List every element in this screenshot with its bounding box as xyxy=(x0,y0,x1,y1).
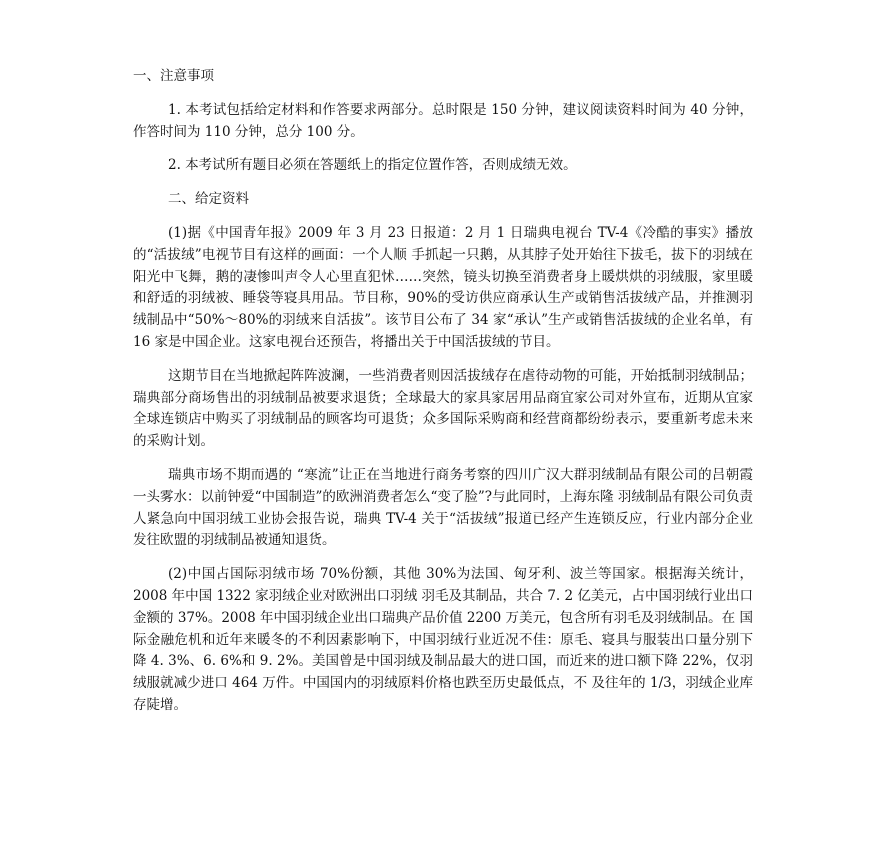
section-heading-notes: 一、注意事项 xyxy=(133,68,214,84)
document-body xyxy=(133,66,753,717)
section-heading-materials: 二、给定资料 xyxy=(168,191,249,208)
material-paragraph: 这期节目在当地掀起阵阵波澜，一些消费者则因活拔绒存在虐待动物的可能，开始抵制羽绒制品；瑞典部分商场售出的羽绒制品被要求退货；全球最大的家具家居用品商宜家公司对外宣布，近期从宜家全球连锁店中购买了羽绒制品的顾客均可退货；众多国际采购商和经营商都纷纷表示，要重新考虑未来的采购计划。 xyxy=(133,367,753,450)
material-paragraph: (2)中国占国际羽绒市场 70%份额，其他 30%为法国、匈牙利、波兰等国家。根据海关统计，2008 年中国 1322 家羽绒企业对欧洲出口羽绒 羽毛及其制品，共合 7. 2 亿美元，占中国羽绒行业出口金额的 37%。2008 年中国羽绒企业出口瑞典产品价值 2200 万美元，包含所有羽毛及羽绒制品。在 国际金融危机和近年来暖冬的不利因素影响下，中国羽绒行业近况不佳：原毛、寝具与服装出口量分别下降 4. 3%、6. 6%和 9. 2%。美国曾是中国羽绒及制品最大的进口国，而近来的进口额下降 22%，仅羽绒服就减少进口 464 万件。中国国内的羽绒原料价格也跌至历史最低点，不 及往年的 1/3，羽绒企业库存陡增。 xyxy=(133,566,753,713)
note-item-1: 1. 本考试包括给定材料和作答要求两部分。总时限是 150 分钟，建议阅读资料时间为 40 分钟，作答时间为 110 分钟，总分 100 分。 xyxy=(133,101,753,140)
material-paragraph: 瑞典市场不期而遇的 “寒流”让正在当地进行商务考察的四川广汉大群羽绒制品有限公司的吕朝霞一头雾水：以前钟爱“中国制造”的欧洲消费者怎么“变了脸”?与此同时，上海东隆 羽绒制品有限公司负责人紧急向中国羽绒工业协会报告说，瑞典 TV-4 关于“活拔绒”报道已经产生连锁反应，行业内部分企业发往欧盟的羽绒制品被通知退货。 xyxy=(133,466,753,549)
note-item-2: 2. 本考试所有题目必须在答题纸上的指定位置作答，否则成绩无效。 xyxy=(168,157,577,174)
material-paragraph: (1)据《中国青年报》2009 年 3 月 23 日报道：2 月 1 日瑞典电视台 TV-4《冷酷的事实》播放的“活拔绒”电视节目有这样的画面：一个人顺 手抓起一只鹅，从其脖子处开始往下拔毛，拔下的羽绒在阳光中飞舞，鹅的凄惨叫声令人心里直犯怵……突然，镜头切换至消费者身上暖烘烘的羽绒服，家里暖和舒适的羽绒被、睡袋等寝具用品。节目称，90%的受访供应商承认生产或销售活拔绒产品，并推测羽绒制品中“50%～80%的羽绒来自活拔”。该节目公布了 34 家“承认”生产或销售活拔绒的企业名单，有 16 家是中国企业。这家电视台还预告，将播出关于中国活拔绒的节目。 xyxy=(133,224,753,350)
